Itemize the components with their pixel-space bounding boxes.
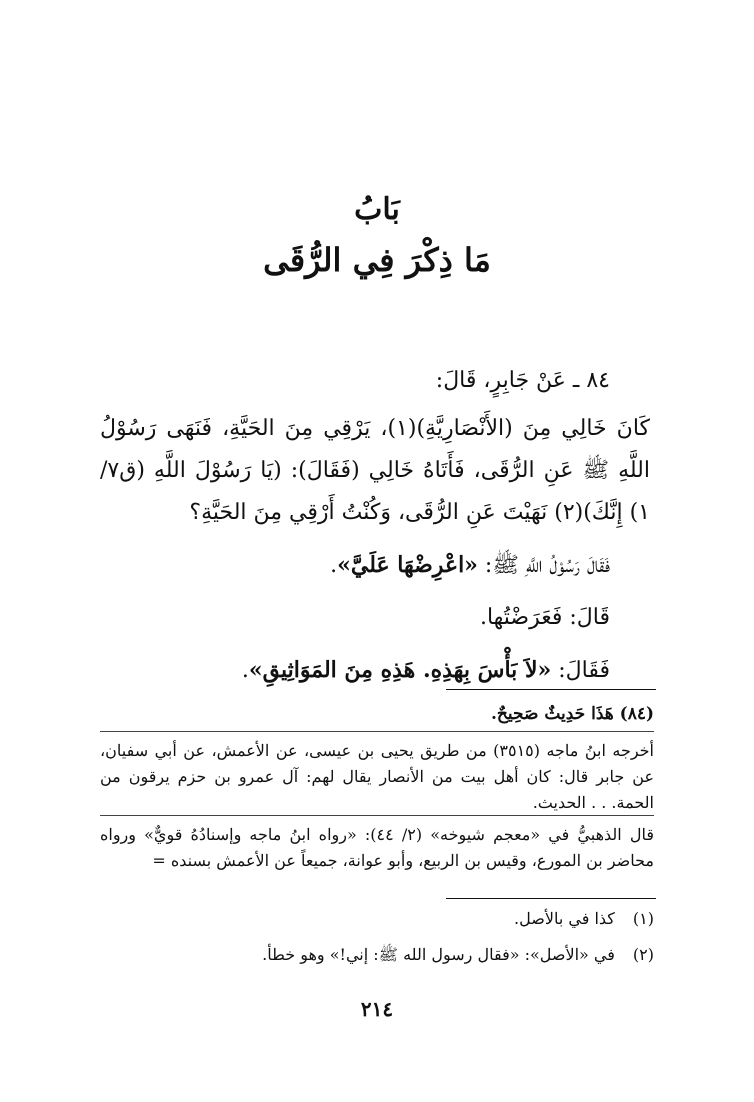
hadith-line-3	[100, 649, 650, 692]
footnote-2-number: (٢)	[632, 945, 654, 964]
hadith-text	[100, 360, 650, 692]
hadith-line-3-quote: «لاَ بَأْسَ بِهَذِهِ. هَذِهِ مِنَ المَوَاثِيقِ»	[248, 657, 552, 683]
hadith-line-3-text: فَقَالَ:	[551, 658, 610, 683]
hadith-line-1	[100, 544, 650, 587]
takhrij-separator	[100, 815, 654, 816]
hadith-line-3-end: .	[241, 658, 249, 683]
footnote-1-text: كذا في بالأصل.	[514, 909, 615, 928]
takhrij-paragraph-2: قال الذهبيُّ في «معجم شيوخه» (٢/ ٤٤): «رواه ابنُ ماجه وإسنادُهُ قويٌّ» ورواه محاضر بن المورع، وقيس بن الربيع، وأبو عوانة، جميعاً عن الأعمش بسنده =	[100, 825, 654, 870]
hadith-intro: ٨٤ ـ عَنْ جَابِرٍ، قَالَ:	[435, 368, 610, 393]
grade-underline	[100, 731, 654, 732]
hadith-grade: (٨٤) هَذَا حَدِيثٌ صَحِيحٌ.	[490, 704, 654, 724]
footnote-2	[100, 942, 654, 968]
page-number: ٢١٤	[360, 997, 394, 1021]
hadith-line-1-text: فَقَالَ رَسُوْلُ اللَّهِ ﷺ:	[477, 553, 610, 578]
hadith-line-1-quote: «اعْرِضْهَا عَلَيَّ»	[337, 552, 478, 578]
footnote-2-text: في «الأصل»: «فقال رسول الله ﷺ: إني!» وهو خطأ.	[262, 945, 615, 964]
takhrij-paragraph-1: أخرجه ابنُ ماجه (٣٥١٥) من طريق يحيى بن عيسى، عن الأعمش، عن أبي سفيان، عن جابر قال: كان أهل بيت من الأنصار يقال لهم: آل عمرو بن حزم يرقون من الحمة. . . الحديث.	[100, 741, 655, 812]
footnote-1	[100, 906, 654, 932]
chapter-title: مَا ذِكْرَ فِي الرُّقَى	[263, 241, 491, 279]
footnote-1-number: (١)	[632, 909, 654, 928]
hadith-body: كَانَ خَالِي مِنَ (الأَنْصَارِيَّةِ)(١)، يَرْقِي مِنَ الحَيَّةِ، فَنَهَى رَسُوْلُ اللَّهِ ﷺ عَنِ الرُّقَى، فَأَتَاهُ خَالِي (فَقَالَ): (يَا رَسُوْلَ اللَّهِ (ق٧/ ١) إِنَّكَ)(٢) نَهَيْتَ عَنِ الرُّقَى، وَكُنْتُ أَرْقِي مِنَ الحَيَّةِ؟	[100, 416, 651, 525]
hadith-line-1-end: .	[330, 553, 338, 578]
chapter-label: بَابُ	[354, 192, 400, 227]
footnotes-divider	[446, 898, 656, 899]
commentary-divider	[446, 689, 656, 690]
hadith-line-2: قَالَ: فَعَرَضْتُها.	[479, 605, 610, 630]
